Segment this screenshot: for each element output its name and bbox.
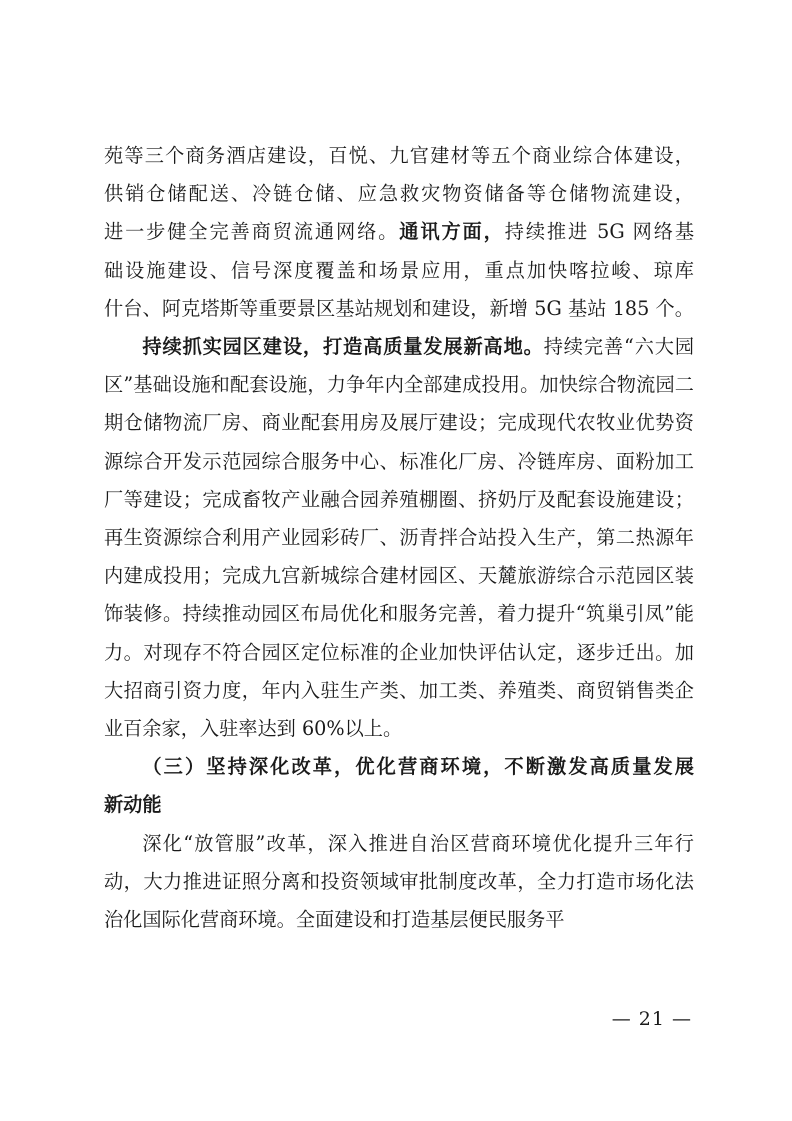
document-body bbox=[104, 137, 694, 939]
paragraph-commerce-telecom bbox=[104, 137, 694, 328]
text-segment: 持续推进 5G 网络基 bbox=[504, 220, 695, 244]
paragraph-reform bbox=[104, 825, 694, 940]
text-segment: 进一步健全完善商贸流通网络。 bbox=[104, 220, 400, 244]
text-line: 础设施建设、信号深度覆盖和场景应用，重点加快喀拉峻、琼库 bbox=[104, 258, 694, 282]
section-heading bbox=[104, 748, 694, 824]
text-line: 什台、阿克塔斯等重要景区基站规划和建设，新增 5G 基站 185 个。 bbox=[104, 296, 694, 320]
bold-lead-telecom: 通讯方面， bbox=[399, 220, 505, 244]
paragraph-text: 持续完善“六大园区”基础设施和配套设施，力争年内全部建成投用。加快综合物流园二期仓储物流厂房、商业配套用房及展厅建设；完成现代农牧业优势资源综合开发示范园综合服务中心、标准化厂房、冷链库房、面粉加工厂等建设；完成畜牧产业融合园养殖棚圈、挤奶厅及配套设施建设；再生资源综合利用产业园彩砖厂、沥青拌合站投入生产，第二热源年内建成投用；完成九宫新城综合建材园区、天麓旅游综合示范园区装饰装修。持续推动园区布局优化和服务完善，着力提升“筑巢引凤”能力。对现存不符合园区定位标准的企业加快评估认定，逐步迁出。加大招商引资力度，年内入驻生产类、加工类、养殖类、商贸销售类企业百余家，入驻率达到 60%以上。 bbox=[104, 335, 695, 741]
section-heading-line1: （三）坚持深化改革，优化营商环境，不断激发高质量发展 bbox=[142, 755, 694, 779]
section-heading-line2: 新动能 bbox=[104, 793, 162, 817]
paragraph-park-construction bbox=[104, 328, 694, 748]
bold-lead-park: 持续抓实园区建设，打造高质量发展新高地。 bbox=[142, 335, 544, 359]
paragraph-text: 深化“放管服”改革，深入推进自治区营商环境优化提升三年行动，大力推进证照分离和投资领域审批制度改革，全力打造市场化法治化国际化营商环境。全面建设和打造基层便民服务平 bbox=[104, 831, 694, 932]
page-number: — 21 — bbox=[611, 1008, 692, 1030]
text-line: 苑等三个商务酒店建设，百悦、九官建材等五个商业综合体建设， bbox=[104, 144, 694, 167]
text-line: 供销仓储配送、冷链仓储、应急救灾物资储备等仓储物流建设， bbox=[104, 182, 694, 206]
